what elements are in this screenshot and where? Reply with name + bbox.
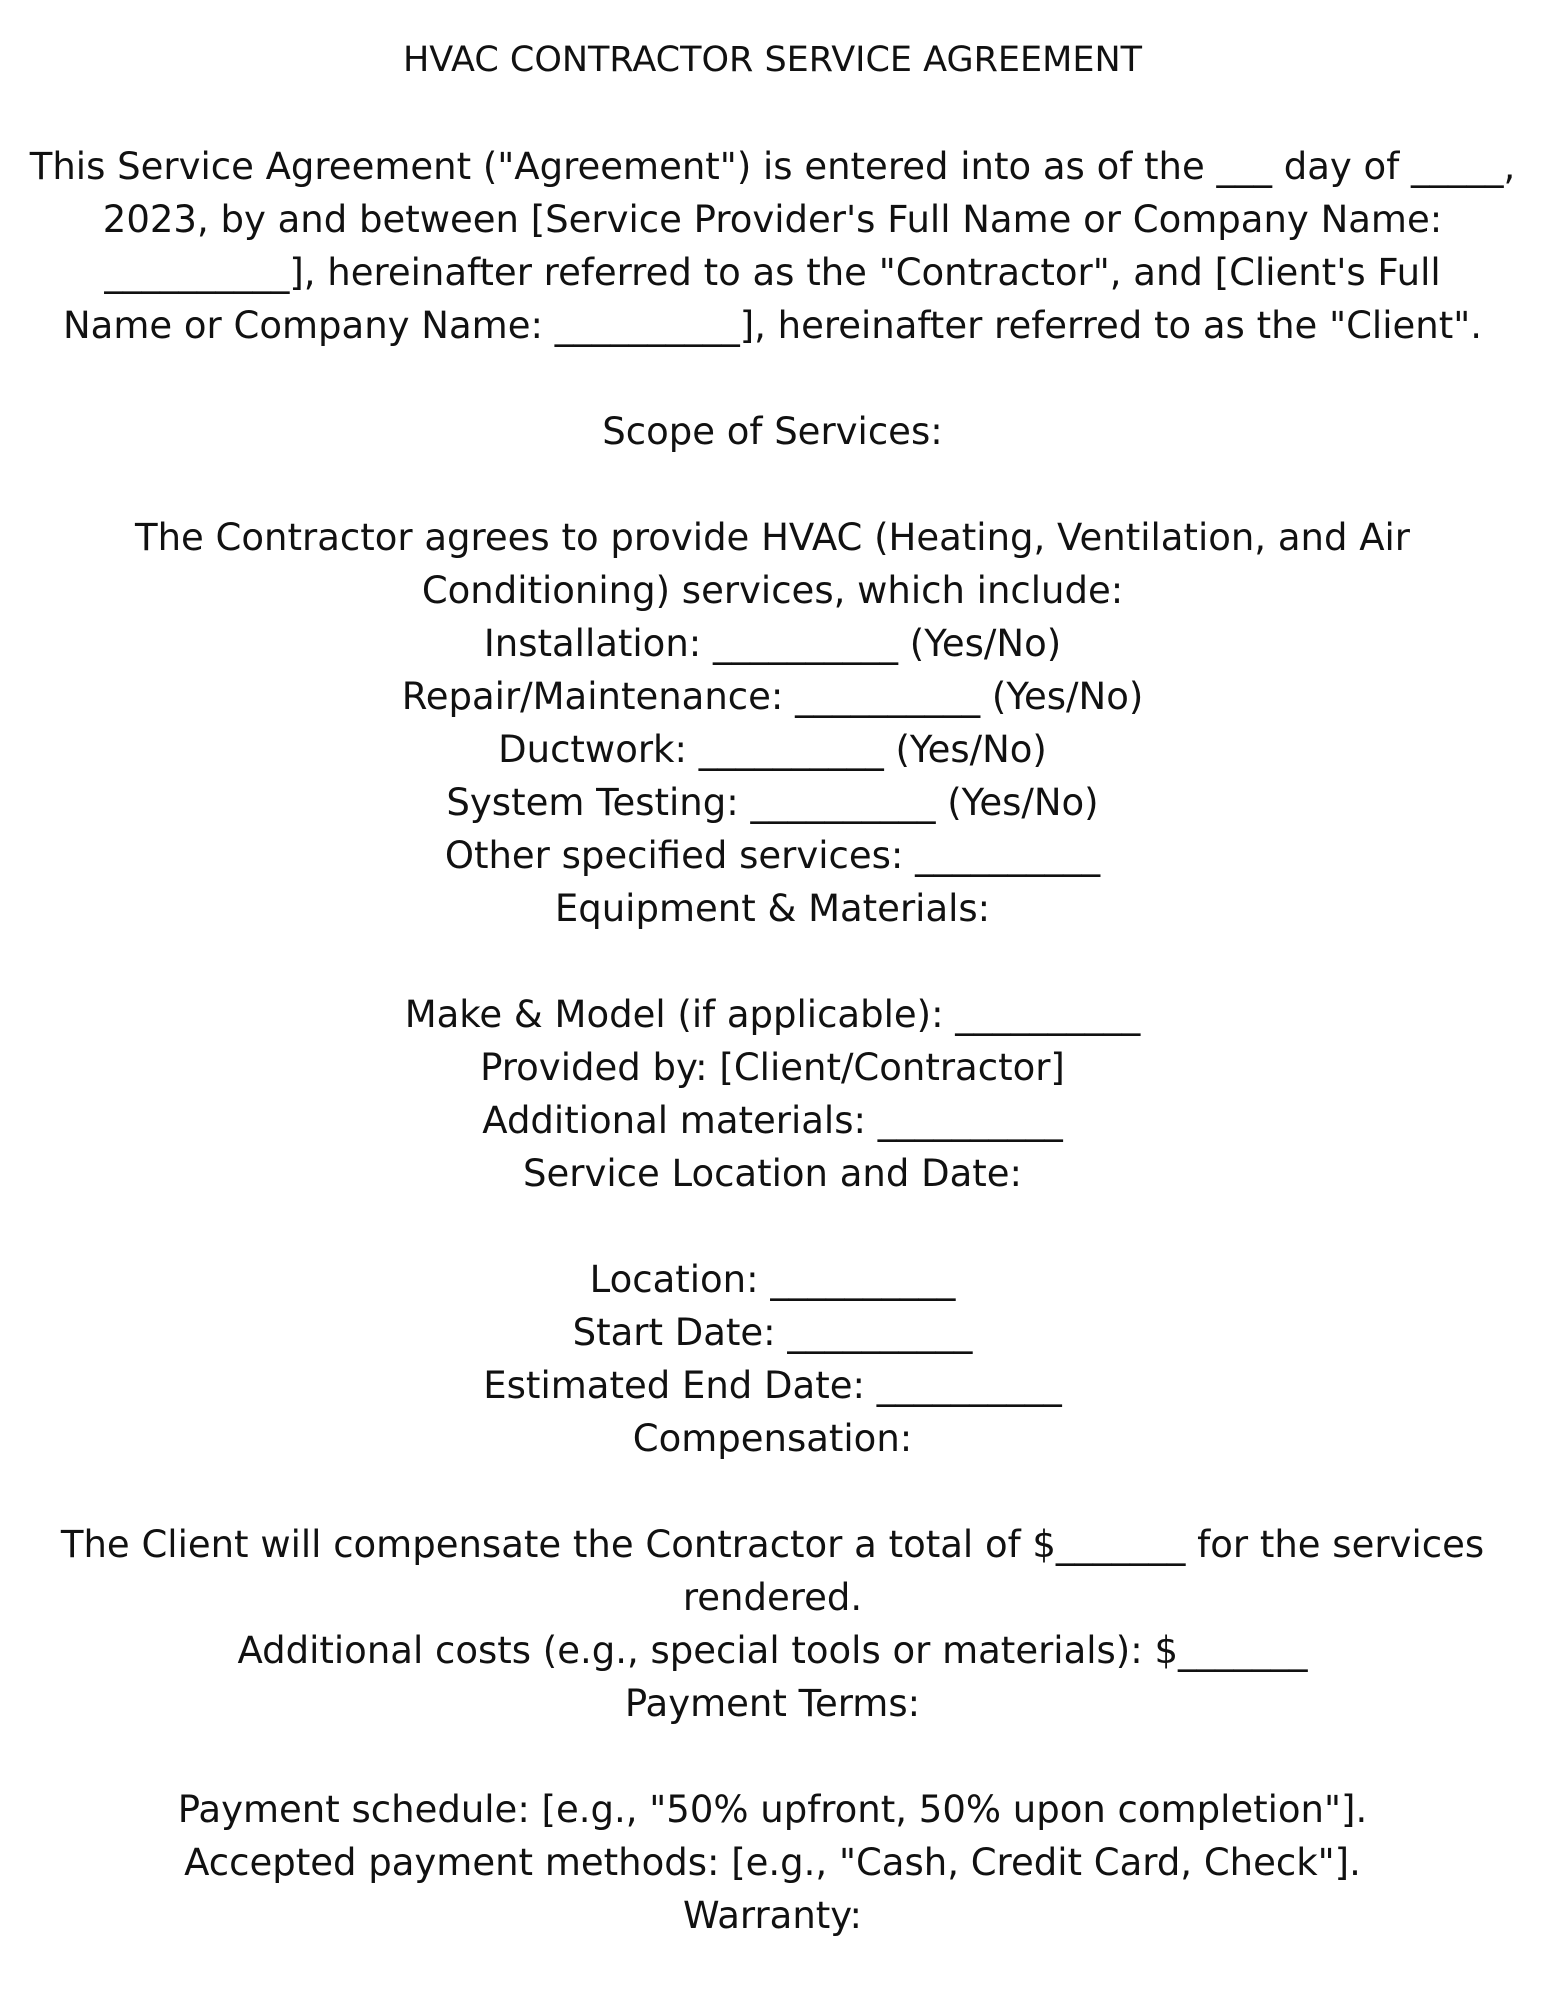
spacer bbox=[0, 1200, 1545, 1253]
compensation-heading: Compensation: bbox=[632, 1417, 913, 1460]
equipment-heading: Equipment & Materials: bbox=[554, 887, 991, 930]
scope-item-testing: System Testing: __________ (Yes/No) bbox=[446, 781, 1099, 824]
scope-item-other: Other specified services: __________ bbox=[444, 834, 1101, 877]
equipment-provided-by: Provided by: [Client/Contractor] bbox=[480, 1046, 1065, 1089]
spacer bbox=[0, 1465, 1545, 1518]
scope-line: The Contractor agrees to provide HVAC (Heating, Ventilation, and Air bbox=[134, 516, 1411, 559]
scope-line: Conditioning) services, which include: bbox=[421, 569, 1124, 612]
scope-item-ductwork: Ductwork: __________ (Yes/No) bbox=[498, 728, 1047, 771]
intro-paragraph bbox=[0, 140, 1545, 352]
compensation-line: The Client will compensate the Contractor a total of $_______ for the services bbox=[60, 1523, 1485, 1566]
document-title: HVAC CONTRACTOR SERVICE AGREEMENT bbox=[402, 40, 1143, 80]
payment-section bbox=[0, 1783, 1545, 1889]
intro-line: __________], hereinafter referred to as the "Contractor", and [Client's Full bbox=[104, 251, 1441, 294]
equipment-make-model: Make & Model (if applicable): __________ bbox=[404, 993, 1141, 1036]
start-date-line: Start Date: __________ bbox=[572, 1311, 973, 1354]
spacer bbox=[0, 458, 1545, 511]
compensation-line: rendered. bbox=[682, 1576, 863, 1619]
intro-line: Name or Company Name: __________], hereinafter referred to as the "Client". bbox=[63, 304, 1482, 347]
spacer bbox=[0, 352, 1545, 405]
end-date-line: Estimated End Date: __________ bbox=[483, 1364, 1062, 1407]
scope-item-installation: Installation: __________ (Yes/No) bbox=[483, 622, 1062, 665]
scope-item-repair: Repair/Maintenance: __________ (Yes/No) bbox=[401, 675, 1144, 718]
intro-line: 2023, by and between [Service Provider's Full Name or Company Name: bbox=[102, 198, 1443, 241]
additional-costs-line: Additional costs (e.g., special tools or materials): $_______ bbox=[237, 1629, 1308, 1672]
scope-heading: Scope of Services: bbox=[602, 410, 943, 453]
payment-schedule-line: Payment schedule: [e.g., "50% upfront, 50% upon completion"]. bbox=[177, 1788, 1368, 1831]
location-line: Location: __________ bbox=[589, 1258, 956, 1301]
spacer bbox=[0, 935, 1545, 988]
warranty-heading: Warranty: bbox=[683, 1894, 862, 1937]
compensation-section bbox=[0, 1518, 1545, 1677]
spacer bbox=[0, 87, 1545, 140]
spacer bbox=[0, 1730, 1545, 1783]
equipment-section bbox=[0, 988, 1545, 1147]
location-section bbox=[0, 1253, 1545, 1412]
equipment-additional-materials: Additional materials: __________ bbox=[482, 1099, 1063, 1142]
scope-section bbox=[0, 511, 1545, 882]
intro-line: This Service Agreement ("Agreement") is entered into as of the ___ day of _____, bbox=[29, 145, 1516, 188]
location-heading: Service Location and Date: bbox=[522, 1152, 1023, 1195]
payment-methods-line: Accepted payment methods: [e.g., "Cash, Credit Card, Check"]. bbox=[184, 1841, 1361, 1884]
payment-heading: Payment Terms: bbox=[624, 1682, 921, 1725]
